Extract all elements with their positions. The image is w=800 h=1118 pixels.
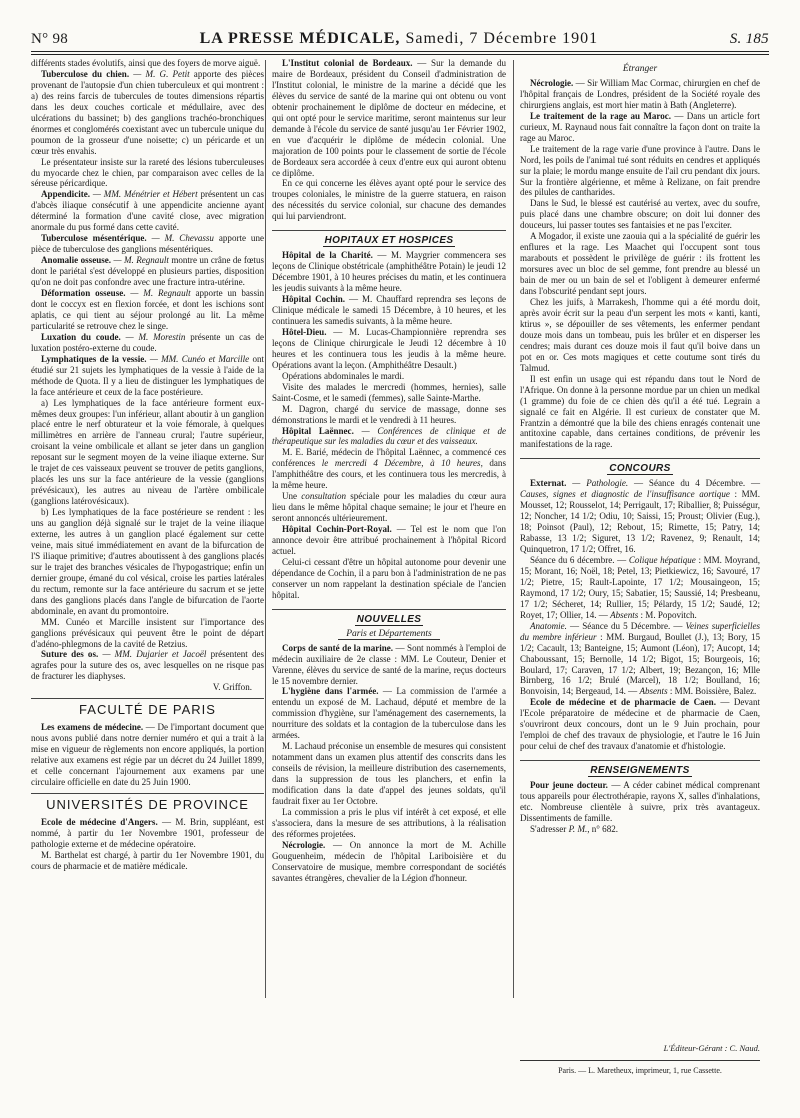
- paragraph: Hôtel-Dieu. — M. Lucas-Championnière reprendra ses leçons de Clinique chirurgicale le Jeudi 12 décembre à 10 heures et les continuera tous les jeudis à la même heure. Opérations avant la leçon. (Amphithéâtre Desault.): [272, 326, 506, 370]
- section-heading-universites: UNIVERSITÉS DE PROVINCE: [46, 796, 249, 812]
- imprint-rule: [520, 1060, 760, 1061]
- paragraph: L'hygiène dans l'armée. — La commission de l'armée a entendu un exposé de M. Lachaud, député et membre de la commission d'hygiène, sur l'aménagement des casernements, la nourriture des soldats et la contagion de la tuberculose dans les armées.: [272, 686, 506, 741]
- paragraph: Ecole de médecine et de pharmacie de Caen. — Devant l'Ecole préparatoire de médecine et de pharmacie de Caen, s'ouvriront deux concours, dont un le 9 Juin prochain, pour l'emploi de chef des travaux de physiologie, et l'autre le 16 Juin pour celui de chef des travaux d'anatomie et d'histologie.: [520, 697, 760, 752]
- paragraph: Corps de santé de la marine. — Sont nommés à l'emploi de médecin auxiliaire de 2e classe : MM. Le Couteur, Denier et Varenne, élèves du service de santé de la marine, reçus docteurs le 15 novembre dernier.: [272, 642, 506, 686]
- paragraph: Externat. — Pathologie. — Séance du 4 Décembre. — Causes, signes et diagnostic de l'insuffisance aortique : MM. Mousset, 12; Rousselot, 14; Perrigault, 17; Riballier, 8; Puisségur, 12; Noncher, 14 1/2; Odiu, 10; Saissi, 15; Proust; Olivier (Eug.), 18; Poinsot (Paul), 12; Rebout, 15; Rimette, 15; Patry, 14; Rabasse, 13 1/2; Siguret, 13 1/2; Ravenez, 9; Renault, 14; Quinquetron, 17 1/2; Offret, 16.: [520, 478, 760, 555]
- paragraph: Pour jeune docteur. — A céder cabinet médical comprenant tous appareils pour électrothérapie, rayons X, salles d'inhalations, etc. Nombreuse clientèle à suivre, prix très avantageux. Dissentiments de famille.: [520, 780, 760, 823]
- journal-title: LA PRESSE MÉDICALE, Samedi, 7 Décembre 1901: [199, 30, 599, 47]
- paragraph: Visite des malades le mercredi (hommes, hernies), salle Saint-Cosme, et le samedi (femmes), salle Sainte-Marthe.: [272, 381, 506, 403]
- issue-number: N° 98: [31, 31, 69, 47]
- masthead-rule: [31, 51, 769, 55]
- paragraph: Tuberculose du chien. — M. G. Petit apporte des pièces provenant de l'autopsie d'un chien tuberculeux et qui montrent : a) des reins farcis de tubercules de toutes dimensions répartis dans les deux couches corticale et médullaire, avec des ulcérations du bassinet; b) des ganglions trachéo-bronchiques énormes et conglomérés coexistant avec un tubercule unique du poumon de la grosseur d'une noisette; c) un péricarde et un cœur très envahis.: [31, 68, 264, 156]
- paragraph: Suture des os. — MM. Dujarier et Jacoël présentent des agrafes pour la suture des os, avec lesquelles on ne risque pas de fracturer les diaphyses.: [31, 649, 265, 682]
- paragraph: Le présentateur insiste sur la rareté des lésions tuberculeuses du myocarde chez le chien, par comparaison avec celles de la séreuse péricardique.: [31, 156, 264, 189]
- paragraph: M. E. Barié, médecin de l'hôpital Laënnec, a commencé ces conférences le mercredi 4 Décembre, à 10 heures, dans l'amphithéâtre des cours, et les continuera tous les mercredis, à la même heure.: [272, 447, 506, 491]
- paragraph: Le traitement de la rage varie d'une province à l'autre. Dans le Nord, les poils de l'animal tué sont réduits en cendres et appliqués sur la plaie; le mordu mange ensuite de l'ail cru pendant dix jours. Sur la frontière algérienne, et même à Relizane, on fait prendre des pilules de cantharides.: [520, 143, 760, 198]
- paragraph: Nécrologie. — On annonce la mort de M. Achille Gouguenheim, médecin de l'hôpital Lariboisière et du Conservatoire de musique, membre correspondant de sociétés savantes étrangères, chevalier de la Légion d'honneur.: [272, 839, 506, 883]
- subsection-heading: Paris et Départements: [272, 629, 506, 640]
- paragraph: Hôpital de la Charité. — M. Maygrier commencera ses leçons de Clinique obstétricale (amphithéâtre Potain) le jeudi 12 Décembre 1901, à 10 heures précises du matin, et les continuera les jeudis suivants à la même heure.: [272, 250, 506, 294]
- paragraph: Hôpital Laënnec. — Conférences de clinique et de thérapeutique sur les maladies du cœur et des vaisseaux.: [272, 425, 506, 447]
- paragraph: Il est enfin un usage qui est répandu dans tout le Nord de l'Afrique. On donne à la personne mordue par un chien un medkal (1 gramme) du foie de ce chien dès qu'il a été tué. Legrain a signalé ce fait en Algérie. Il est curieux de constater que M. Frantzin a démontré que la bile des chiens enragés contenait une antitoxine capable, dans certaines conditions, de prévenir les manifestations de la rage.: [520, 373, 760, 450]
- column-divider: [265, 60, 266, 998]
- paragraph: Ecole de médecine d'Angers. — M. Brin, suppléant, est nommé, à partir du 1er Novembre 1901, professeur de pathologie externe et de médecine opératoire.: [31, 816, 264, 849]
- column-2: [272, 58, 506, 884]
- page-number: S. 185: [729, 31, 769, 47]
- printer-imprint: Paris. — L. Maretheux, imprimeur, 1, rue Cassette.: [558, 1066, 722, 1075]
- section-heading-faculte: FACULTÉ DE PARIS: [79, 702, 216, 718]
- paragraph: M. Dagron, chargé du service de massage, donne ses démonstrations le mardi et le vendredi à 11 heures.: [272, 403, 506, 425]
- section-rule: [272, 230, 506, 231]
- paragraph: Les examens de médecine. — De l'important document que nous avons publié dans notre dernier numéro et qui a trait à la mise en vigueur de règlements non encore appliqués, la portion relative aux examens est régie par un décret du 24 Juillet 1899, et celle concernant l'ajournement aux examens par une circulaire officielle en date du 25 Juin 1900.: [31, 722, 264, 787]
- paragraph: Chez les juifs, à Marrakesh, l'homme qui a été mordu doit, après avoir écrit sur la peau d'un serpent les mots « kanti, kanti, ktirus », se dépouiller de ses vêtements, les enfermer pendant douze mois dans un tombeau, puis les brûler et en disperser les cendres; mais durant ces douze mois il faut qu'il boive dans un pot en or. Ces mots magiques et cette coutume sont tirés du Talmud.: [520, 297, 760, 373]
- paragraph: Opérations abdominales le mardi.: [282, 370, 405, 381]
- paragraph: M. Lachaud préconise un ensemble de mesures qui consistent notamment dans un examen plus attentif des conscrits dans les conseils de révision, la meilleure distribution des casernements, dans la suppression de tous les planchers, et enfin la modification dans la date d'appel des jeunes soldats, qu'il faudrait fixer au 1er Octobre.: [272, 741, 506, 806]
- masthead: [31, 26, 769, 48]
- section-rule: [31, 793, 264, 794]
- paragraph: En ce qui concerne les élèves ayant opté pour le service des troupes coloniales, le ministre de la guerre statuera, en raison des nécessités du service colonial, sur chacune des demandes qui lui parviendront.: [272, 178, 506, 222]
- section-rule: [520, 760, 760, 761]
- paragraph: La commission a pris le plus vif intérêt à cet exposé, et elle s'associera, dans la mesure de ses attributions, à la réalisation des réformes projetées.: [272, 806, 506, 839]
- paragraph: Anomalie osseuse. — M. Regnault montre un crâne de fœtus dont le pariétal s'est développé en plusieurs parties, disposition qu'on ne doit pas confondre avec une fracture intra-utérine.: [31, 255, 264, 288]
- section-rule: [31, 698, 264, 699]
- section-rule: [272, 609, 506, 610]
- paragraph: Anatomie. — Séance du 5 Décembre. — Veines superficielles du membre inférieur : MM. Burgaud, Boullet (J.), 13; Bory, 15 1/2; Cacault, 13; Banteigne, 15; Aumont (Léon), 17; Aucopt, 14; Chaboussant, 15; Bernolle, 14 1/2; Bigot, 15; Bourgeois, 16; Boulard, 17; Caraven, 17 1/2; Albert, 19; Bezançon, 16; Mlle Birnberg, 16 1/2; Brulé (Marcel), 18 1/2; Boulland, 16; Bonvoisin, 14; Bergeaud, 14. — Absents : MM. Boissière, Balez.: [520, 620, 760, 697]
- section-rule: [520, 458, 760, 459]
- paragraph: Hôpital Cochin. — M. Chauffard reprendra ses leçons de Clinique médicale le samedi 15 Décembre, à 10 heures, et les continuera les samedis suivants, à la même heure.: [272, 294, 506, 326]
- paragraph: Hôpital Cochin-Port-Royal. — Tel est le nom que l'on annonce devoir être attribué prochainement à l'hôpital Ricord actuel.: [272, 524, 506, 556]
- paragraph: Séance du 6 décembre. — Colique hépatique : MM. Moyrand, 15; Morant, 16; Noël, 18; Petel, 13; Pietkiewicz, 16; Savouré, 17 1/2; Pietre, 15; Rault-Lapointe, 17 1/2; Mousaingeon, 15; Raymond, 17 1/2; Oury, 15; Sabatier, 15; Saussié, 14; Presbeanu, 17 1/2; Sécheret, 14; Rullier, 15; Pélardy, 15 1/2; Saudé, 12; Royet, 17; Ollier, 14. — Absents : M. Popovitch.: [520, 554, 761, 620]
- paragraph: S'adresser P. M., n° 682.: [530, 823, 619, 834]
- paragraph: Nécrologie. — Sir William Mac Cormac, chirurgien en chef de l'hôpital français de Londres, président de la Société royale des chirurgiens anglais, est mort hier matin à Bath (Angleterre).: [520, 77, 760, 110]
- paragraph: Tuberculose mésentérique. — M. Chevassu apporte une pièce de tuberculose des ganglions mésentériques.: [31, 233, 264, 255]
- paragraph: MM. Cunéo et Marcille insistent sur l'importance des ganglions prévésicaux qui peuvent être le point de départ d'adéno-phlegmons de la cavité de Retzius.: [31, 616, 264, 649]
- signature: V. Griffon.: [212, 682, 252, 693]
- section-heading-concours: CONCOURS: [609, 463, 671, 475]
- paragraph: Déformation osseuse. — M. Regnault apporte un bassin dont le coccyx est en flexion forcée, et dont les ischions sont aplatis, ce qui tient au séjour prolongé au lit. La même particularité se retrouve chez le singe.: [31, 288, 265, 331]
- paragraph: M. Barthelat est chargé, à partir du 1er Novembre 1901, du cours de pharmacie et de matière médicale.: [31, 849, 264, 871]
- column-3: [520, 58, 760, 835]
- paragraph: b) Les lymphatiques de la face postérieure se rendent : les uns au ganglion déjà signalé sur le trajet de la veine iliaque externe, les autres à un ganglion placé également sur cette veine, mais situé immédiatement en avant de la bifurcation de l'S iliaque primitive; d'autres aboutissent à des ganglions placés sur le trajet des branches vésicales de l'hypogastrique; enfin un dernier groupe, émané du col vésical, croise les parties latérales du rectum, remonte sur la face antérieure du sacrum et se jette dans des ganglions placés dans l'angle de bifurcation de l'aorte abdominale, en avant du promontoire.: [31, 507, 264, 616]
- paragraph: A Mogador, il existe une zaouia qui a la spécialité de guérir les enflures et la rage. Les Maachet qui l'occupent sont tous marabouts et possèdent le privilège de guérir : ils frottent les morsures avec un bloc de sel gemme, font prendre au blessé un bain de mer ou un bain de sel et l'obligent à demeurer enfermé dans l'obscurité pendant sept jours.: [520, 231, 760, 297]
- paragraph: L'Institut colonial de Bordeaux. — Sur la demande du maire de Bordeaux, président du Conseil d'administration de l'Institut colonial, le ministre de la marine a décidé que les élèves du service de santé de la marine qui ont obtenu ou vont obtenir prochainement le diplôme de docteur en médecine, et qui ont opté pour le service maritime, seront maintenus sur leur demande à l'école du service de santé jusqu'au 1er Février 1902, en vue d'acquérir le diplôme de médecin colonial. Une majoration de 100 points pour le classement de sortie de l'école de Bordeaux sera accordée à ceux d'entre eux qui auront obtenu ce diplôme.: [272, 58, 507, 178]
- column-1: [31, 58, 264, 872]
- paragraph: Le traitement de la rage au Maroc. — Dans un article fort curieux, M. Raynaud nous fait connaître la façon dont on traite la rage au Maroc.: [520, 110, 760, 143]
- paragraph: Appendicite. — MM. Ménétrier et Hébert présentent un cas d'abcès iliaque consécutif à une appendicite ancienne ayant déterminé la formation d'une cavité close, avec migration anormale du pus formé dans cette cavité.: [31, 189, 264, 233]
- paragraph: Dans le Sud, le blessé est cautérisé au vertex, avec du soufre, puis placé dans une chambre obscure; on doit lui donner des douceurs, lui passer toutes ses fantaisies et ne pas l'exciter.: [520, 198, 760, 231]
- section-heading-renseignements: RENSEIGNEMENTS: [590, 765, 690, 777]
- subsection-heading: Étranger: [622, 64, 658, 74]
- paragraph: Celui-ci cessant d'être un hôpital autonome pour devenir une dépendance de Cochin, il a paru bon à l'administration de ne pas conserver un nom rappelant la destination spéciale de l'ancien hôpital.: [272, 556, 506, 600]
- paragraph: différents stades évolutifs, ainsi que des foyers de morve aiguë.: [31, 58, 261, 68]
- column-divider: [513, 60, 514, 998]
- paragraph: a) Les lymphatiques de la face antérieure forment eux-mêmes deux groupes: l'un inférieur, allant aboutir à un ganglion placé entre le nerf obturateur et la voie fémorale, à quelques millimètres en arrière de l'anneau crural; l'autre supérieur, croisant la veine ombilicale et allant se jeter dans un ganglion reposant sur le segment moyen de la veine iliaque externe. Sur le trajet de ces vaisseaux peuvent se trouver de petits ganglions, placés les uns sur la face antérieure de la vessie (ganglions prévésicaux), les autres au niveau de l'artère ombilicale (ganglions latérovésicaux).: [31, 397, 264, 507]
- paragraph: Une consultation spéciale pour les maladies du cœur aura lieu dans le même hôpital chaque semaine; le jour et l'heure en seront annoncés ultérieurement.: [272, 491, 507, 524]
- paragraph: Lymphatiques de la vessie. — MM. Cunéo et Marcille ont étudié sur 21 sujets les lymphatiques de la vessie à l'aide de la méthode de Quota. Il y a lieu de distinguer les lymphatiques de la face antérieure et ceux de la face postérieure.: [31, 353, 265, 397]
- section-heading-hopitaux: HOPITAUX ET HOSPICES: [324, 235, 454, 247]
- publisher-line: L'Éditeur-Gérant : C. Naud.: [663, 1043, 760, 1053]
- section-heading-nouvelles: NOUVELLES: [356, 613, 422, 625]
- paragraph: Luxation du coude. — M. Morestin présente un cas de luxation postéro-externe du coude.: [31, 331, 264, 353]
